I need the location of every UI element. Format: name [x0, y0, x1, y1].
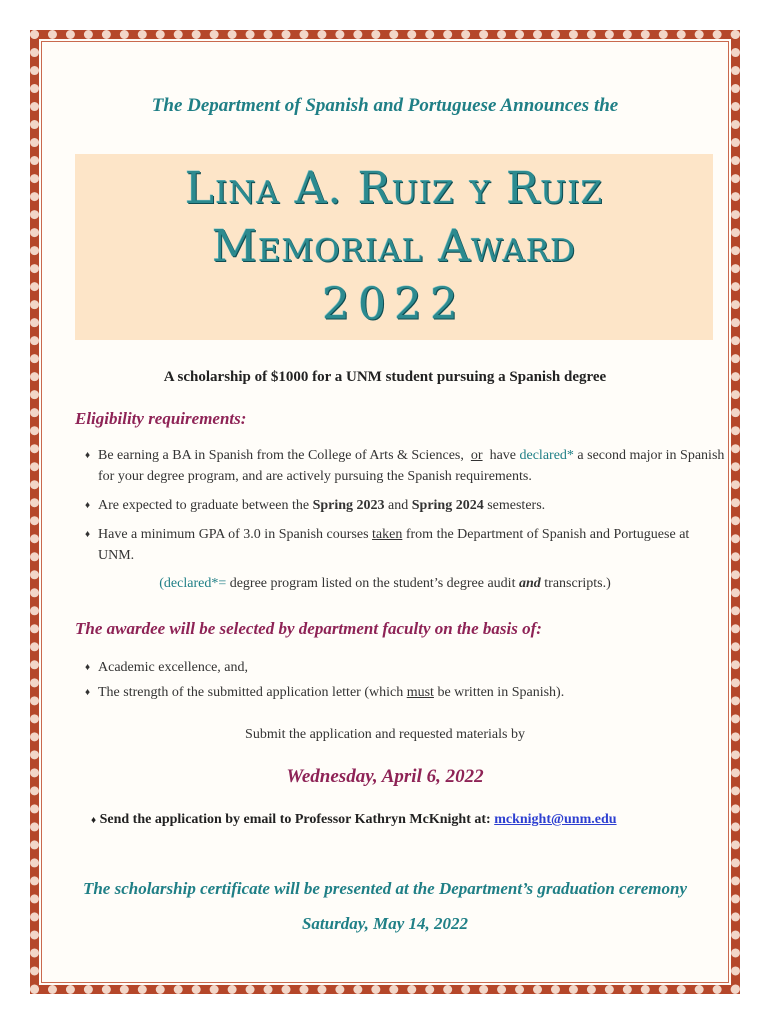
selection-heading: The awardee will be selected by department faculty on the basis of: — [75, 619, 542, 638]
scholarship-subtitle: A scholarship of $1000 for a UNM student pursuing a Spanish degree — [163, 369, 607, 385]
selection-item-2 — [85, 682, 725, 703]
selection-item-2-text-a: The strength of the submitted application letter (which — [98, 685, 404, 700]
eligibility-list — [85, 445, 725, 574]
graduation-end-term: Spring 2024 — [411, 498, 484, 513]
submit-instructions: Submit the application and requested materials by — [245, 727, 525, 742]
eligibility-item-2-text-a: Are expected to graduate between the — [98, 498, 310, 513]
eligibility-item-2-and: and — [388, 498, 409, 513]
declared-note-text-b: transcripts.) — [544, 576, 611, 591]
eligibility-item-3-text-a: Have a minimum GPA of 3.0 in Spanish courses — [98, 527, 369, 542]
email-instructions-text: Send the application by email to Professor Kathryn McKnight at: — [99, 812, 491, 827]
selection-item-2-text-b: be written in Spanish). — [437, 685, 565, 700]
eligibility-item-2-text-b: semesters. — [487, 498, 546, 513]
award-year: 2022 — [322, 279, 466, 330]
taken-underlined: taken — [372, 527, 403, 542]
declared-note-and: and — [518, 576, 541, 591]
selection-item-1-text: Academic excellence, and, — [98, 660, 249, 675]
must-underlined: must — [406, 685, 434, 700]
declared-note-text-a: degree program listed on the student’s degree audit — [229, 576, 516, 591]
diamond-bullet-icon: ♦ — [85, 687, 91, 698]
award-title-box — [75, 154, 713, 340]
decorative-border — [30, 30, 740, 994]
declared-term: declared* — [519, 448, 574, 463]
or-underlined: or — [470, 448, 483, 463]
diamond-bullet-icon: ♦ — [85, 662, 91, 673]
eligibility-heading: Eligibility requirements: — [75, 409, 247, 428]
selection-item-1 — [85, 657, 725, 678]
email-link[interactable]: mcknight@unm.edu — [494, 812, 617, 827]
diamond-bullet-icon: ♦ — [91, 815, 97, 826]
diamond-bullet-icon: ♦ — [85, 529, 91, 540]
award-title-line-2: Memorial Award — [211, 221, 577, 272]
eligibility-item-1-text-a: Be earning a BA in Spanish from the College of Arts & Sciences, — [98, 448, 464, 463]
email-instructions — [91, 812, 617, 828]
award-title-line-1: Lina A. Ruiz y Ruiz — [184, 163, 604, 214]
ceremony-date: Saturday, May 14, 2022 — [301, 914, 469, 933]
declared-note-term: (declared*= — [159, 576, 227, 591]
eligibility-item-3 — [85, 524, 725, 566]
application-deadline: Wednesday, April 6, 2022 — [286, 766, 484, 787]
eligibility-item-1-text-c: a second major in Spanish for your degree program, and are actively pursuing the Spanish requirements. — [98, 448, 725, 484]
graduation-start-term: Spring 2023 — [312, 498, 385, 513]
diamond-bullet-icon: ♦ — [85, 450, 91, 461]
ceremony-note: The scholarship certificate will be presented at the Department’s graduation ceremony — [82, 879, 688, 898]
declared-definition-note — [39, 576, 731, 592]
eligibility-item-3-text-b: from the Department of Spanish and Portuguese at UNM. — [98, 527, 690, 563]
eligibility-item-1 — [85, 445, 725, 487]
selection-list — [85, 657, 725, 711]
eligibility-item-1-text-b: have — [489, 448, 516, 463]
diamond-bullet-icon: ♦ — [85, 500, 91, 511]
eligibility-item-2 — [85, 495, 725, 516]
announcement-headline: The Department of Spanish and Portuguese Announces the — [151, 95, 619, 116]
